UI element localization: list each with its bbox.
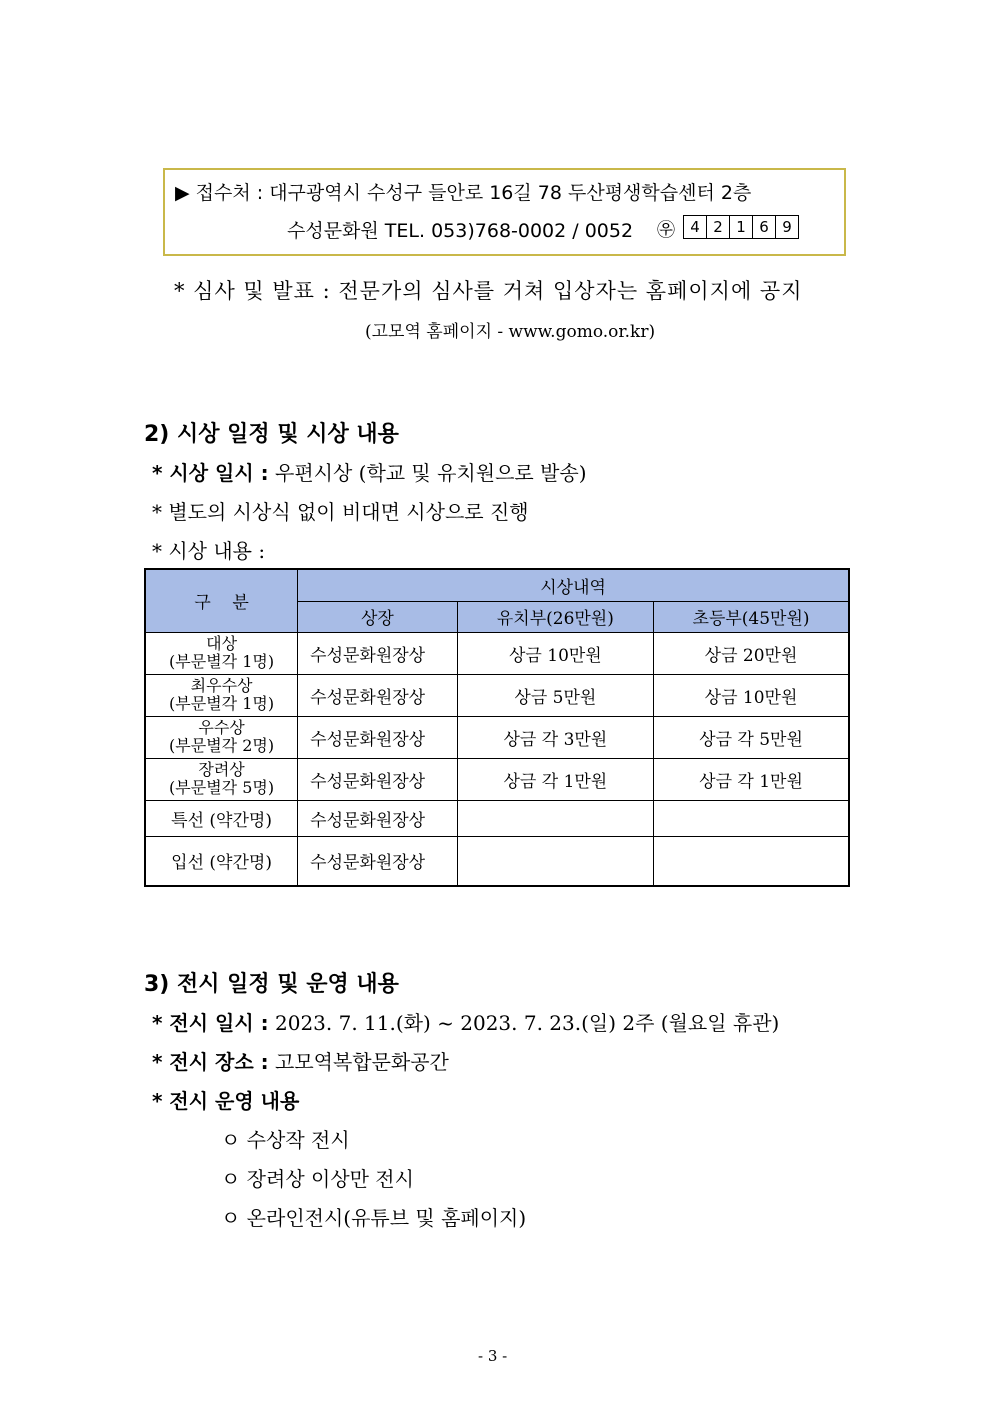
- certificate-cell: 수성문화원장상: [298, 632, 458, 674]
- elem-prize-cell: 상금 10만원: [654, 674, 849, 716]
- header-group: 시상내역: [298, 569, 849, 601]
- contactless-note: * 별도의 시상식 없이 비대면 시상으로 진행: [152, 500, 529, 524]
- award-name: 장려상: [198, 760, 245, 779]
- exhibit-place-label: * 전시 장소 :: [152, 1050, 269, 1074]
- header-certificate: 상장: [298, 601, 458, 632]
- elem-prize-cell: 상금 각 5만원: [654, 716, 849, 758]
- postal-digit: 2: [706, 215, 730, 239]
- postal-mark-icon: ㉾: [657, 220, 675, 241]
- exhibit-date-label: * 전시 일시 :: [152, 1011, 269, 1035]
- table-row: [145, 758, 849, 800]
- award-category: [145, 758, 298, 800]
- list-item: ㅇ 수상작 전시: [221, 1128, 350, 1152]
- award-count: (부문별각 1명): [169, 694, 275, 713]
- kinder-prize-cell: 상금 각 3만원: [457, 716, 653, 758]
- page-number: - 3 -: [478, 1347, 508, 1365]
- exhibit-date-line: [152, 1007, 779, 1036]
- postal-code: [683, 215, 799, 239]
- reception-address: ▶ 접수처 : 대구광역시 수성구 들안로 16길 78 두산평생학습센터 2층: [175, 182, 752, 204]
- list-item: ㅇ 온라인전시(유튜브 및 홈페이지): [221, 1206, 527, 1230]
- award-category: [145, 716, 298, 758]
- kinder-prize-cell: [457, 836, 653, 886]
- awards-table: [144, 568, 850, 887]
- header-elementary: 초등부(45만원): [654, 601, 849, 632]
- elem-prize-cell: 상금 20만원: [654, 632, 849, 674]
- exhibit-place-line: [152, 1046, 449, 1075]
- header-kindergarten: 유치부(26만원): [457, 601, 653, 632]
- review-website: (고모역 홈페이지 - www.gomo.or.kr): [365, 322, 656, 342]
- list-item: ㅇ 장려상 이상만 전시: [221, 1167, 414, 1191]
- kinder-prize-cell: 상금 5만원: [457, 674, 653, 716]
- exhibit-place-value: 고모역복합문화공간: [275, 1050, 449, 1074]
- certificate-cell: 수성문화원장상: [298, 716, 458, 758]
- table-row: [145, 674, 849, 716]
- award-name: 우수상: [198, 718, 245, 737]
- review-notice: * 심사 및 발표 : 전문가의 심사를 거쳐 입상자는 홈페이지에 공지: [174, 279, 803, 303]
- award-category: [145, 674, 298, 716]
- header-category: 구 분: [145, 569, 298, 632]
- award-content-label: * 시상 내용 :: [152, 539, 266, 563]
- elem-prize-cell: [654, 800, 849, 836]
- section3-title: 3) 전시 일정 및 운영 내용: [144, 972, 399, 997]
- award-category: 입선 (약간명): [145, 836, 298, 886]
- postal-digit: 1: [729, 215, 753, 239]
- certificate-cell: 수성문화원장상: [298, 800, 458, 836]
- award-category: 특선 (약간명): [145, 800, 298, 836]
- exhibit-operation-label: * 전시 운영 내용: [152, 1089, 300, 1113]
- award-count: (부문별각 5명): [169, 778, 275, 797]
- table-row: [145, 632, 849, 674]
- award-count: (부문별각 2명): [169, 736, 275, 755]
- table-row: [145, 800, 849, 836]
- elem-prize-cell: [654, 836, 849, 886]
- award-date-label: * 시상 일시 :: [152, 461, 269, 485]
- award-date-line: [152, 457, 587, 486]
- award-category: [145, 632, 298, 674]
- award-count: (부문별각 1명): [169, 652, 275, 671]
- reception-phone: 수성문화원 TEL. 053)768-0002 / 0052: [287, 220, 634, 242]
- kinder-prize-cell: 상금 10만원: [457, 632, 653, 674]
- kinder-prize-cell: 상금 각 1만원: [457, 758, 653, 800]
- certificate-cell: 수성문화원장상: [298, 758, 458, 800]
- exhibit-operation-line: [152, 1085, 299, 1114]
- section2-title: 2) 시상 일정 및 시상 내용: [144, 422, 399, 447]
- certificate-cell: 수성문화원장상: [298, 836, 458, 886]
- table-row: [145, 836, 849, 886]
- kinder-prize-cell: [457, 800, 653, 836]
- postal-digit: 6: [752, 215, 776, 239]
- elem-prize-cell: 상금 각 1만원: [654, 758, 849, 800]
- award-name: 대상: [206, 634, 238, 653]
- certificate-cell: 수성문화원장상: [298, 674, 458, 716]
- table-row: [145, 716, 849, 758]
- postal-digit: 9: [775, 215, 799, 239]
- award-name: 최우수상: [190, 676, 253, 695]
- award-date-value: 우편시상 (학교 및 유치원으로 발송): [275, 461, 587, 485]
- exhibit-date-value: 2023. 7. 11.(화) ~ 2023. 7. 23.(일) 2주 (월요일 휴관): [275, 1011, 780, 1035]
- postal-digit: 4: [683, 215, 707, 239]
